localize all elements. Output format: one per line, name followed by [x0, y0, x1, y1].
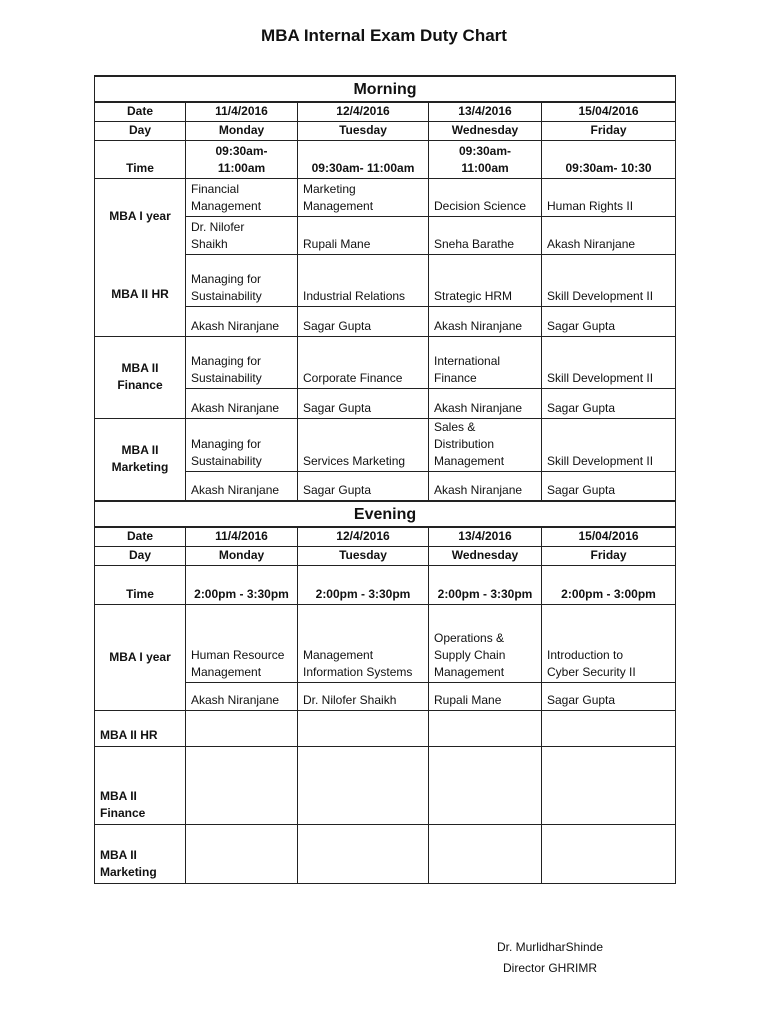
evening-date-cell: 11/4/2016 [186, 527, 298, 546]
morning-invigilator-cell: Sagar Gupta [542, 471, 676, 501]
evening-day-cell: Wednesday [429, 546, 542, 565]
morning-subject-cell: Skill Development II [542, 418, 676, 471]
evening-group-label: MBA II Finance [95, 746, 186, 824]
morning-subject-cell: Services Marketing [298, 418, 429, 471]
evening-subject-cell [186, 824, 298, 883]
morning-invigilator-cell: Akash Niranjane [429, 471, 542, 501]
morning-subject-cell: Managing for Sustainability [186, 418, 298, 471]
evening-subject-cell: Human Resource Management [186, 604, 298, 682]
morning-subject-cell: Corporate Finance [298, 336, 429, 388]
morning-invigilator-cell: Sagar Gupta [542, 388, 676, 418]
morning-day-cell: Wednesday [429, 121, 542, 140]
morning-subject-cell: Managing for Sustainability [186, 254, 298, 306]
morning-subject-cell: Skill Development II [542, 336, 676, 388]
evening-subject-cell: Introduction to Cyber Security II [542, 604, 676, 682]
morning-group-label: MBA II HR [95, 254, 186, 336]
evening-day-cell: Monday [186, 546, 298, 565]
morning-subject-cell: Financial Management [186, 178, 298, 216]
morning-subject-cell: Decision Science [429, 178, 542, 216]
morning-group-label: MBA II Finance [95, 336, 186, 418]
signatory-name: Dr. MurlidharShinde [496, 940, 604, 954]
morning-subject-cell: Industrial Relations [298, 254, 429, 306]
evening-invigilator-cell: Dr. Nilofer Shaikh [298, 682, 429, 710]
morning-invigilator-cell: Akash Niranjane [429, 306, 542, 336]
evening-day-label: Day [95, 546, 186, 565]
evening-subject-cell [186, 710, 298, 746]
evening-group-label: MBA II Marketing [95, 824, 186, 883]
morning-time-cell: 09:30am- 11:00am [429, 140, 542, 178]
evening-time-cell: 2:00pm - 3:30pm [429, 565, 542, 604]
morning-date-cell: 13/4/2016 [429, 102, 542, 121]
morning-section-heading: Morning [95, 76, 676, 102]
evening-day-cell: Tuesday [298, 546, 429, 565]
duty-chart-table [94, 75, 676, 884]
evening-subject-cell [186, 746, 298, 824]
evening-subject-cell [542, 824, 676, 883]
evening-subject-cell [542, 710, 676, 746]
evening-subject-cell [429, 746, 542, 824]
morning-subject-cell: Marketing Management [298, 178, 429, 216]
morning-date-label: Date [95, 102, 186, 121]
evening-subject-cell: Management Information Systems [298, 604, 429, 682]
evening-subject-cell [298, 746, 429, 824]
evening-date-cell: 15/04/2016 [542, 527, 676, 546]
morning-invigilator-cell: Dr. Nilofer Shaikh [186, 216, 298, 254]
morning-subject-cell: International Finance [429, 336, 542, 388]
morning-time-cell: 09:30am- 11:00am [298, 140, 429, 178]
evening-subject-cell: Operations & Supply Chain Management [429, 604, 542, 682]
morning-invigilator-cell: Rupali Mane [298, 216, 429, 254]
morning-invigilator-cell: Sagar Gupta [298, 388, 429, 418]
evening-subject-cell [542, 746, 676, 824]
evening-date-cell: 12/4/2016 [298, 527, 429, 546]
evening-day-cell: Friday [542, 546, 676, 565]
evening-section-heading: Evening [95, 501, 676, 527]
morning-invigilator-cell: Sagar Gupta [542, 306, 676, 336]
evening-time-cell: 2:00pm - 3:30pm [298, 565, 429, 604]
morning-subject-cell: Managing for Sustainability [186, 336, 298, 388]
morning-group-label: MBA I year [95, 178, 186, 254]
morning-invigilator-cell: Akash Niranjane [186, 306, 298, 336]
morning-invigilator-cell: Akash Niranjane [186, 471, 298, 501]
morning-day-cell: Friday [542, 121, 676, 140]
morning-subject-cell: Skill Development II [542, 254, 676, 306]
evening-group-label: MBA II HR [95, 710, 186, 746]
morning-day-label: Day [95, 121, 186, 140]
morning-subject-cell: Human Rights II [542, 178, 676, 216]
morning-invigilator-cell: Akash Niranjane [186, 388, 298, 418]
evening-date-label: Date [95, 527, 186, 546]
morning-day-cell: Tuesday [298, 121, 429, 140]
page-title: MBA Internal Exam Duty Chart [261, 26, 507, 45]
morning-invigilator-cell: Sagar Gupta [298, 471, 429, 501]
morning-invigilator-cell: Sneha Barathe [429, 216, 542, 254]
morning-date-cell: 15/04/2016 [542, 102, 676, 121]
evening-time-label: Time [95, 565, 186, 604]
morning-time-cell: 09:30am- 10:30 [542, 140, 676, 178]
morning-date-cell: 12/4/2016 [298, 102, 429, 121]
evening-invigilator-cell: Rupali Mane [429, 682, 542, 710]
morning-subject-cell: Strategic HRM [429, 254, 542, 306]
evening-time-cell: 2:00pm - 3:00pm [542, 565, 676, 604]
morning-subject-cell: Sales & Distribution Management [429, 418, 542, 471]
evening-group-label: MBA I year [95, 604, 186, 710]
morning-date-cell: 11/4/2016 [186, 102, 298, 121]
evening-subject-cell [429, 824, 542, 883]
evening-subject-cell [298, 710, 429, 746]
morning-time-cell: 09:30am- 11:00am [186, 140, 298, 178]
evening-invigilator-cell: Sagar Gupta [542, 682, 676, 710]
evening-subject-cell [298, 824, 429, 883]
signatory-designation: Director GHRIMR [502, 961, 597, 975]
morning-invigilator-cell: Sagar Gupta [298, 306, 429, 336]
morning-invigilator-cell: Akash Niranjane [542, 216, 676, 254]
evening-invigilator-cell: Akash Niranjane [186, 682, 298, 710]
morning-time-label: Time [95, 140, 186, 178]
evening-time-cell: 2:00pm - 3:30pm [186, 565, 298, 604]
morning-day-cell: Monday [186, 121, 298, 140]
evening-subject-cell [429, 710, 542, 746]
morning-group-label: MBA II Marketing [95, 418, 186, 501]
morning-invigilator-cell: Akash Niranjane [429, 388, 542, 418]
evening-date-cell: 13/4/2016 [429, 527, 542, 546]
